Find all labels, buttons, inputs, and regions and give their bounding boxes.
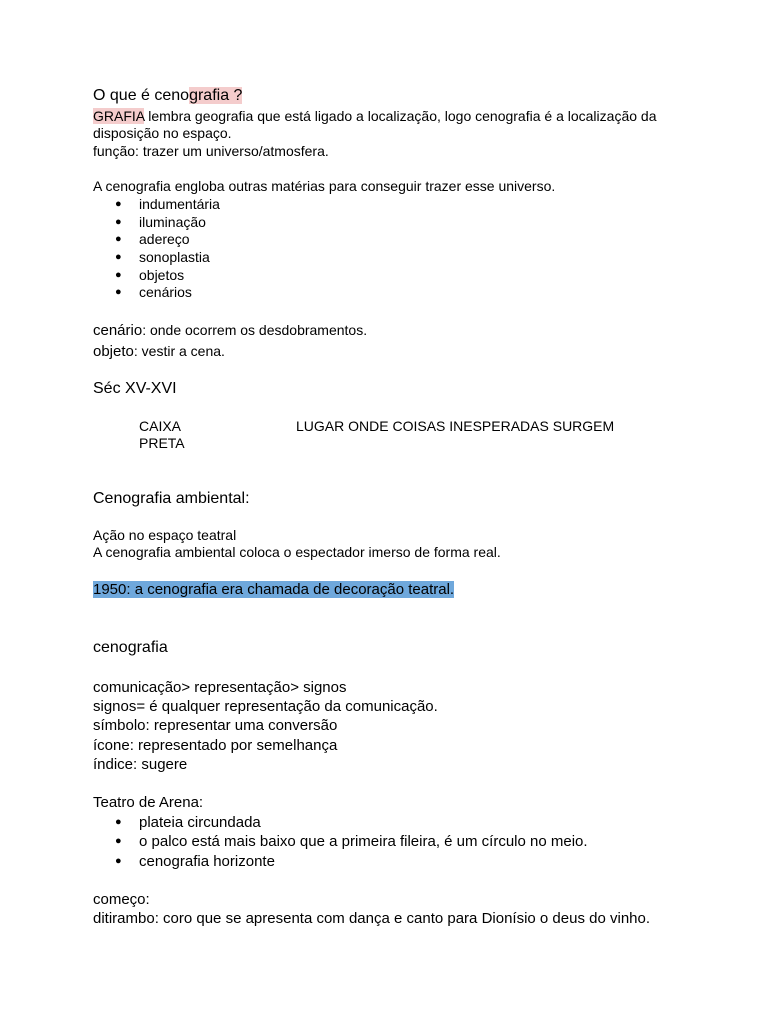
year-note	[93, 580, 454, 599]
list-item: ● indumentária	[93, 195, 220, 213]
engloba-text: A cenografia engloba outras matérias para conseguir trazer esse universo.	[93, 178, 556, 194]
definition-cenario	[93, 320, 367, 341]
intro-line1-rest: lembra geografia que está ligado a localização, logo cenografia é a localização da	[144, 108, 657, 124]
engloba-list	[93, 195, 220, 301]
page-title	[93, 86, 242, 106]
list-item: ● iluminação	[93, 213, 220, 231]
cenografia-line: ícone: representado por semelhança	[93, 737, 338, 754]
ambiental-line-2: A cenografia ambiental coloca o espectador imerso de forma real.	[93, 544, 501, 560]
intro-highlight-word: GRAFIA	[93, 108, 145, 124]
list-item: ● adereço	[93, 230, 220, 248]
definition-desc: : onde ocorrem os desdobramentos.	[142, 322, 368, 338]
comeco-line: ditirambo: coro que se apresenta com dança e canto para Dionísio o deus do vinho.	[93, 910, 651, 927]
section-heading-comeco: começo:	[93, 891, 150, 908]
intro-line-2: disposição no espaço.	[93, 125, 232, 141]
caixa-line-2: PRETA	[139, 435, 185, 451]
arena-list	[93, 813, 588, 871]
list-item: ● plateia circundada	[93, 813, 588, 832]
list-item: ● cenografia horizonte	[93, 852, 588, 871]
intro-line-1	[93, 107, 656, 125]
definition-term: cenário	[93, 322, 143, 339]
list-item: ● cenários	[93, 283, 220, 301]
cenografia-line: comunicação> representação> signos	[93, 679, 347, 696]
intro-line-3: função: trazer um universo/atmosfera.	[93, 143, 329, 159]
ambiental-line-1: Ação no espaço teatral	[93, 527, 237, 543]
definition-term: objeto	[93, 343, 134, 360]
list-item: ● objetos	[93, 266, 220, 284]
title-prefix: O que é ceno	[93, 87, 190, 104]
definition-desc: : vestir a cena.	[133, 343, 225, 359]
title-highlight: grafia ?	[189, 87, 243, 104]
cenografia-line: índice: sugere	[93, 756, 188, 773]
definition-objeto	[93, 341, 225, 362]
section-heading-arena: Teatro de Arena:	[93, 794, 204, 811]
section-heading-cenografia: cenografia	[93, 639, 168, 656]
list-item: ● sonoplastia	[93, 248, 220, 266]
cenografia-line: símbolo: representar uma conversão	[93, 717, 338, 734]
section-heading-ambiental: Cenografia ambiental:	[93, 490, 250, 507]
list-item: ● o palco está mais baixo que a primeira fileira, é um círculo no meio.	[93, 832, 588, 851]
caixa-line-1: CAIXA	[139, 418, 182, 434]
section-heading-sec: Séc XV-XVI	[93, 380, 177, 397]
lugar-text: LUGAR ONDE COISAS INESPERADAS SURGEM	[296, 418, 615, 434]
year-note-highlight: 1950: a cenografia era chamada de decoração teatral.	[93, 581, 455, 598]
cenografia-line: signos= é qualquer representação da comunicação.	[93, 698, 438, 715]
